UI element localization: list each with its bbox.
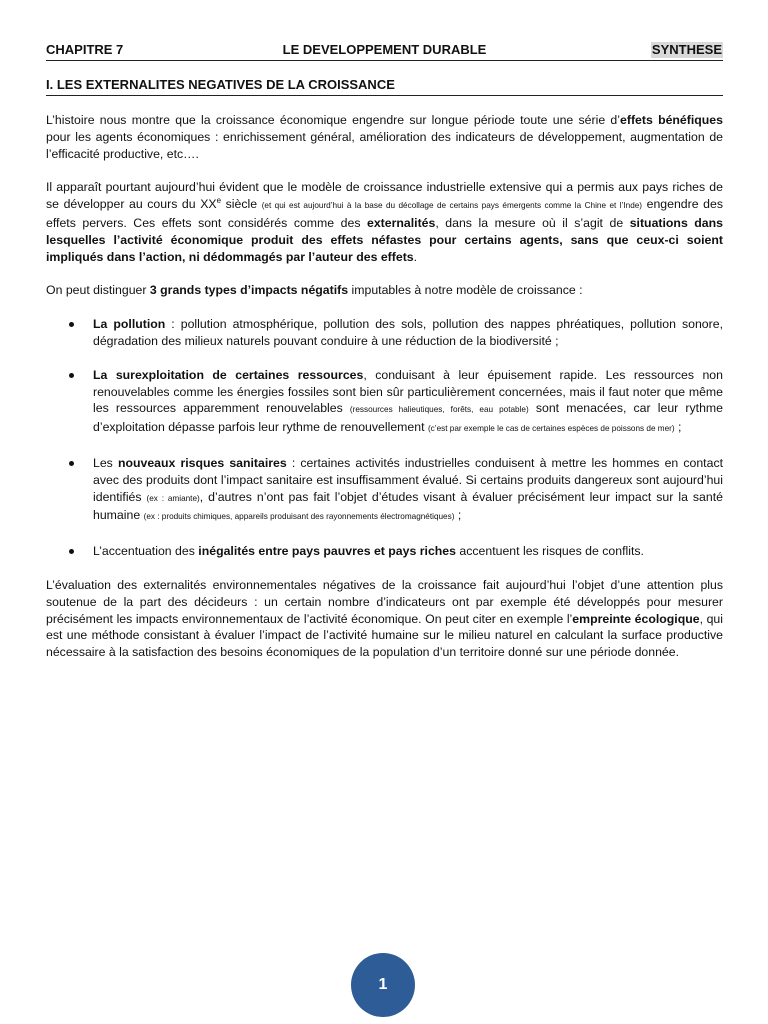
bullet-icon <box>69 373 74 378</box>
item-heading: inégalités entre pays pauvres et pays riches <box>198 544 456 559</box>
item-text: : certaines activités industrielles conduisent à mettre les hommes en contact avec des produits dont l’impact sanitaire est insuffisamment évalué. Si certains produits dangereux sont aujourd’hui identifiés <box>93 455 724 504</box>
paragraph-text: On peut distinguer <box>46 283 150 298</box>
paragraph-text: engendre des effets pervers. Ces effets sont considérés comme des <box>46 197 723 230</box>
paragraph-text: siècle <box>221 197 262 212</box>
paragraph-impacts-intro <box>46 282 723 299</box>
item-text: Les <box>93 455 118 470</box>
chapter-label: CHAPITRE 7 <box>46 42 124 57</box>
bullet-icon <box>69 549 74 554</box>
small-note: (ex : produits chimiques, appareils produisant des rayonnements électromagnétiques) <box>143 512 455 522</box>
small-note: (et qui est aujourd’hui à la base du décollage de certains pays émergents comme la Chine et l’Inde) <box>261 201 643 211</box>
document-type-label: SYNTHESE <box>651 42 722 57</box>
document-page <box>46 42 723 661</box>
emphasis: effets bénéfiques <box>620 113 723 127</box>
item-text: , d’autres n’ont pas fait l’objet d’études visant à évaluer précisément leur impact sur la santé humaine <box>93 489 723 523</box>
bullet-icon <box>69 461 74 466</box>
item-text: ; <box>674 420 682 435</box>
paragraph-text: imputables à notre modèle de croissance : <box>348 283 583 298</box>
impacts-list <box>46 316 723 560</box>
paragraph-evaluation <box>46 577 723 661</box>
paragraph-text: , dans la mesure où il s’agit de <box>435 215 630 230</box>
bullet-icon <box>69 322 74 327</box>
superscript: e <box>216 196 222 206</box>
page-number-badge <box>351 953 415 1017</box>
paragraph-text: , qui est une méthode consistant à évaluer l’impact de l’activité humaine sur le milieu naturel en calculant la surface productive nécessaire à la satisfaction des besoins économiques de la population d’un territoire donné sur une période donnée. <box>46 611 723 660</box>
paragraph-text: L’évaluation des externalités environnementales négatives de la croissance fait aujourd’hui l’objet d’une attention plus soutenue de la part des décideurs : un certain nombre d’indicateurs ont par exemple été développés pour mesurer précisément les impacts environnementaux de l’activité économique. On peut citer en exemple l’ <box>46 577 723 626</box>
item-heading: La pollution <box>93 317 166 332</box>
document-body <box>46 112 723 661</box>
page-number: 1 <box>378 976 388 993</box>
small-note: (ex : amiante) <box>146 493 200 503</box>
paragraph-intro <box>46 112 723 162</box>
paragraph-text: pour les agents économiques : enrichissement général, amélioration des indicateurs de développement, augmentation de l’efficacité productive, etc…. <box>46 129 723 161</box>
item-heading: nouveaux risques sanitaires <box>117 455 287 470</box>
small-note: (ressources halieutiques, forêts, eau potable) <box>349 405 529 415</box>
emphasis: externalités <box>367 215 436 230</box>
small-note: (c’est par exemple le cas de certaines espèces de poissons de mer) <box>427 424 675 434</box>
emphasis: empreinte écologique <box>572 611 700 626</box>
item-text: : pollution atmosphérique, pollution des sols, pollution des nappes phréatiques, pollution sonore, dégradation des milieux naturels pouvant conduire à une réduction de la biodiversité ; <box>93 317 723 348</box>
item-text: , conduisant à leur épuisement rapide. Les ressources non renouvelables comme les énergies fossiles sont bien sûr particulièrement concernées, mais il faut noter que même les ressources apparemment renouvelables <box>93 367 723 416</box>
list-item-inequalities <box>46 543 723 560</box>
chapter-title: LE DEVELOPPEMENT DURABLE <box>282 42 487 57</box>
section-title: I. LES EXTERNALITES NEGATIVES DE LA CROISSANCE <box>46 77 723 96</box>
paragraph-text: L’histoire nous montre que la croissance économique engendre sur longue période toute une série d’ <box>46 113 621 127</box>
item-heading: La surexploitation de certaines ressources <box>93 367 364 382</box>
item-text: sont menacées, car leur rythme d’exploitation dépasse parfois leur rythme de renouvellement <box>93 401 723 435</box>
paragraph-text: . <box>413 249 418 264</box>
list-item-resources <box>46 367 723 438</box>
paragraph-externalities <box>46 179 723 265</box>
item-text: ; <box>454 508 462 523</box>
paragraph-text: Il apparaît pourtant aujourd’hui évident que le modèle de croissance industrielle extensive qui a permis aux pays riches de se développer au cours du XX <box>46 180 723 212</box>
page-header <box>46 42 723 61</box>
list-item-pollution <box>46 316 723 350</box>
emphasis: 3 grands types d’impacts négatifs <box>149 283 349 298</box>
item-text: L’accentuation des <box>93 544 199 559</box>
list-item-health-risks <box>46 455 723 526</box>
item-text: accentuent les risques de conflits. <box>455 544 644 559</box>
definition: situations dans lesquelles l’activité économique produit des effets néfastes pour certains agents, sans que ceux-ci soient impliqués dans l’action, ni dédommagés par l’auteur des effets <box>46 215 723 264</box>
